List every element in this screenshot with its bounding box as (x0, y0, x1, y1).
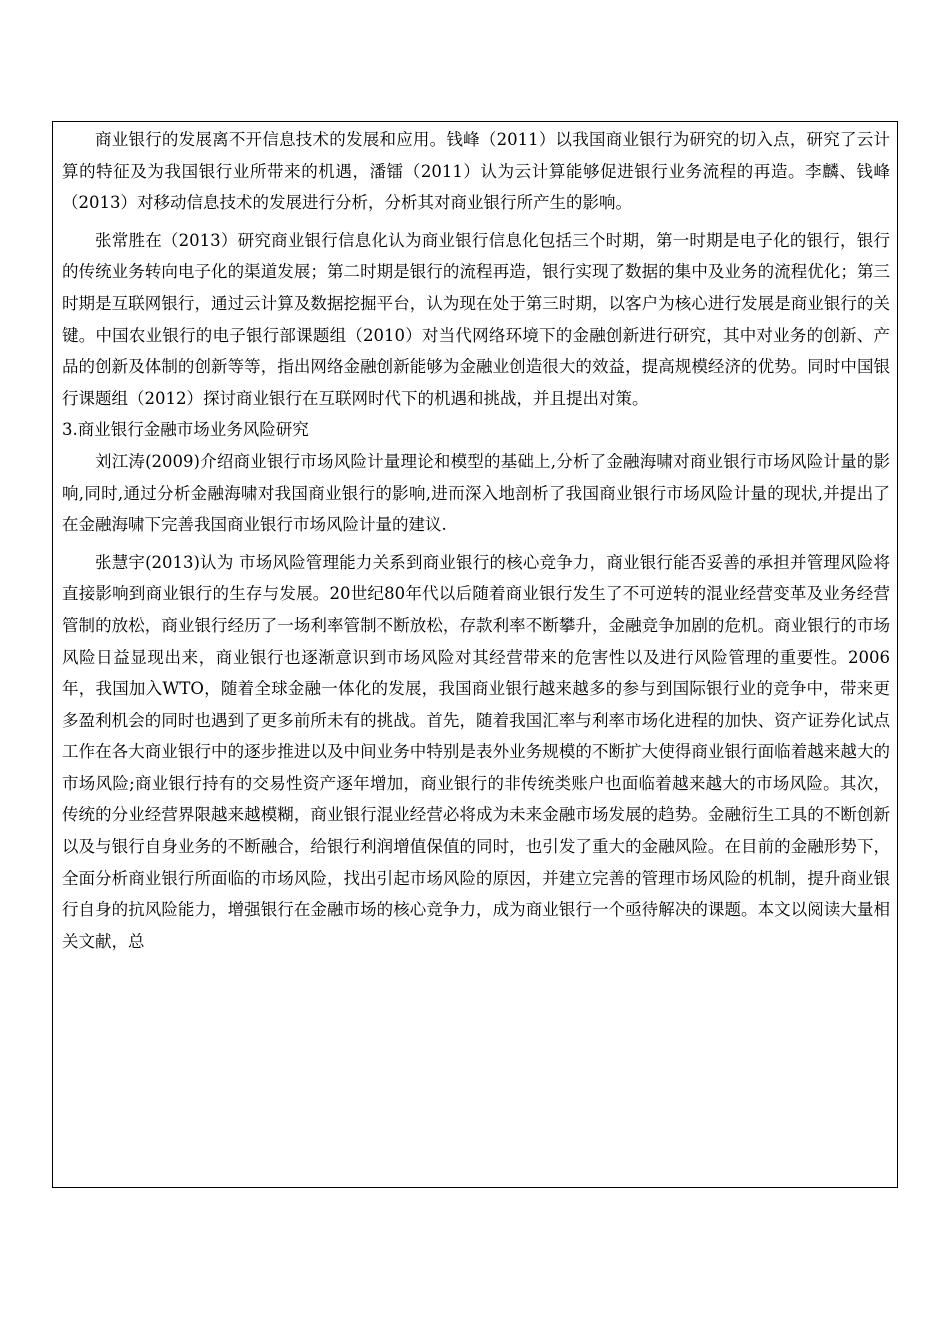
paragraph-zhang-huiyu: 张慧宇(2013)认为 市场风险管理能力关系到商业银行的核心竞争力，商业银行能否妥善的承担并管理风险将直接影响到商业银行的生存与发展。20世纪80年代以后随着商业银行发生了不可逆转的混业经营变革及业务经营管制的放松，商业银行经历了一场利率管制不断放松，存款利率不断攀升，金融竞争加剧的危机。商业银行的市场风险日益显现出来，商业银行也逐渐意识到市场风险对其经营带来的危害性以及进行风险管理的重要性。2006年，我国加入WTO，随着全球金融一体化的发展，我国商业银行越来越多的参与到国际银行业的竞争中，带来更多盈利机会的同时也遇到了更多前所未有的挑战。首先，随着我国汇率与利率市场化进程的加快、资产证券化试点工作在各大商业银行中的逐步推进以及中间业务中特别是表外业务规模的不断扩大使得商业银行面临着越来越大的市场风险;商业银行持有的交易性资产逐年增加，商业银行的非传统类账户也面临着越来越大的市场风险。其次，传统的分业经营界限越来越模糊，商业银行混业经营必将成为未来金融市场发展的趋势。金融衍生工具的不断创新以及与银行自身业务的不断融合，给银行利润增值保值的同时，也引发了重大的金融风险。在目前的金融形势下，全面分析商业银行所面临的市场风险，找出引起市场风险的原因，并建立完善的管理市场风险的机制，提升商业银行自身的抗风险能力，增强银行在金融市场的核心竞争力，成为商业银行一个亟待解决的课题。本文以阅读大量相关文献，总 (62, 552, 890, 951)
paragraph-informatization: 张常胜在（2013）研究商业银行信息化认为商业银行信息化包括三个时期，第一时期是电子化的银行，银行的传统业务转向电子化的渠道发展；第二时期是银行的流程再造，银行实现了数据的集中及业务的流程优化；第三时期是互联网银行，通过云计算及数据挖掘平台，认为现在处于第三时期，以客户为核心进行发展是商业银行的关键。中国农业银行的电子银行部课题组（2010）对当代网络环境下的金融创新进行研究，其中对业务的创新、产品的创新及体制的创新等等，指出网络金融创新能够为金融业创造很大的效益，提高规模经济的优势。同时中国银行课题组（2012）探讨商业银行在互联网时代下的机遇和挑战，并且提出对策。 (62, 230, 890, 408)
paragraph-it-technology: 商业银行的发展离不开信息技术的发展和应用。钱峰（2011）以我国商业银行为研究的切入点，研究了云计算的特征及为我国银行业所带来的机遇，潘镭（2011）认为云计算能够促进银行业务流程的再造。李麟、钱峰（2013）对移动信息技术的发展进行分析，分析其对商业银行所产生的影响。 (62, 130, 890, 213)
paragraph-liu-jiangtao: 刘江涛(2009)介绍商业银行市场风险计量理论和模型的基础上,分析了金融海啸对商业银行市场风险计量的影响,同时,通过分析金融海啸对我国商业银行的影响,进而深入地剖析了我国商业银行市场风险计量的现状,并提出了在金融海啸下完善我国商业银行市场风险计量的建议. (62, 451, 890, 535)
section-heading-market-risk: 3.商业银行金融市场业务风险研究 (62, 420, 309, 440)
document-body (62, 124, 890, 957)
